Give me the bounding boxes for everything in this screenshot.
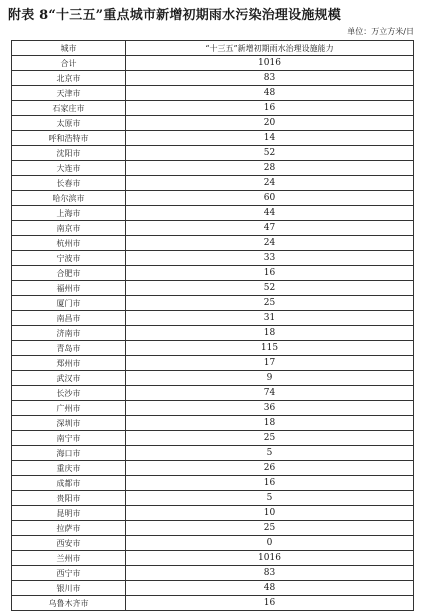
city-cell: 南京市 <box>12 221 126 236</box>
table-row <box>12 236 414 251</box>
city-cell: 长春市 <box>12 176 126 191</box>
city-cell: 天津市 <box>12 86 126 101</box>
capacity-cell: 5 <box>126 491 414 506</box>
city-cell: 宁波市 <box>12 251 126 266</box>
table-row <box>12 341 414 356</box>
city-cell: 郑州市 <box>12 356 126 371</box>
header-capacity: “十三五”新增初期雨水治理设施能力 <box>126 41 414 56</box>
city-cell: 大连市 <box>12 161 126 176</box>
city-cell: 南昌市 <box>12 311 126 326</box>
table-row <box>12 56 414 71</box>
header-city: 城市 <box>12 41 126 56</box>
table-row <box>12 176 414 191</box>
table-row <box>12 71 414 86</box>
city-cell: 重庆市 <box>12 461 126 476</box>
city-cell: 武汉市 <box>12 371 126 386</box>
capacity-cell: 18 <box>126 416 414 431</box>
city-cell: 济南市 <box>12 326 126 341</box>
city-cell: 广州市 <box>12 401 126 416</box>
city-cell: 南宁市 <box>12 431 126 446</box>
table-row <box>12 221 414 236</box>
capacity-cell: 10 <box>126 506 414 521</box>
table-row <box>12 581 414 596</box>
table-row <box>12 206 414 221</box>
city-cell: 深圳市 <box>12 416 126 431</box>
capacity-cell: 25 <box>126 431 414 446</box>
capacity-cell: 24 <box>126 236 414 251</box>
city-cell: 合计 <box>12 56 126 71</box>
table-row <box>12 86 414 101</box>
table-row <box>12 311 414 326</box>
city-cell: 石家庄市 <box>12 101 126 116</box>
city-cell: 北京市 <box>12 71 126 86</box>
capacity-cell: 24 <box>126 176 414 191</box>
capacity-cell: 16 <box>126 101 414 116</box>
capacity-cell: 83 <box>126 566 414 581</box>
capacity-cell: 60 <box>126 191 414 206</box>
table-row <box>12 116 414 131</box>
table-row <box>12 596 414 611</box>
table-row <box>12 326 414 341</box>
city-cell: 合肥市 <box>12 266 126 281</box>
table-row <box>12 146 414 161</box>
city-cell: 兰州市 <box>12 551 126 566</box>
table-row <box>12 356 414 371</box>
capacity-cell: 33 <box>126 251 414 266</box>
table-row <box>12 566 414 581</box>
table-row <box>12 101 414 116</box>
city-cell: 杭州市 <box>12 236 126 251</box>
capacity-cell: 52 <box>126 146 414 161</box>
capacity-cell: 16 <box>126 266 414 281</box>
city-cell: 福州市 <box>12 281 126 296</box>
capacity-cell: 1016 <box>126 56 414 71</box>
page-title: 附表 8“十三五”重点城市新增初期雨水污染治理设施规模 <box>8 8 341 23</box>
table-header-row <box>12 41 414 56</box>
table-row <box>12 296 414 311</box>
capacity-cell: 28 <box>126 161 414 176</box>
table-row <box>12 371 414 386</box>
capacity-cell: 5 <box>126 446 414 461</box>
capacity-cell: 9 <box>126 371 414 386</box>
city-cell: 银川市 <box>12 581 126 596</box>
city-cell: 昆明市 <box>12 506 126 521</box>
capacity-cell: 47 <box>126 221 414 236</box>
capacity-cell: 83 <box>126 71 414 86</box>
capacity-cell: 44 <box>126 206 414 221</box>
table-row <box>12 476 414 491</box>
table-row <box>12 416 414 431</box>
table-row <box>12 161 414 176</box>
city-cell: 太原市 <box>12 116 126 131</box>
table-row <box>12 281 414 296</box>
capacity-cell: 0 <box>126 536 414 551</box>
table-row <box>12 431 414 446</box>
capacity-cell: 14 <box>126 131 414 146</box>
capacity-cell: 115 <box>126 341 414 356</box>
capacity-cell: 16 <box>126 596 414 611</box>
city-cell: 贵阳市 <box>12 491 126 506</box>
table-row <box>12 551 414 566</box>
table-row <box>12 491 414 506</box>
table-row <box>12 461 414 476</box>
capacity-cell: 17 <box>126 356 414 371</box>
capacity-cell: 18 <box>126 326 414 341</box>
city-cell: 青岛市 <box>12 341 126 356</box>
city-cell: 沈阳市 <box>12 146 126 161</box>
table-row <box>12 536 414 551</box>
city-cell: 拉萨市 <box>12 521 126 536</box>
capacity-cell: 52 <box>126 281 414 296</box>
capacity-cell: 48 <box>126 86 414 101</box>
city-cell: 厦门市 <box>12 296 126 311</box>
unit-label: 单位：万立方米/日 <box>347 27 414 36</box>
city-cell: 西宁市 <box>12 566 126 581</box>
capacity-cell: 1016 <box>126 551 414 566</box>
capacity-cell: 20 <box>126 116 414 131</box>
capacity-cell: 25 <box>126 521 414 536</box>
city-cell: 长沙市 <box>12 386 126 401</box>
city-cell: 西安市 <box>12 536 126 551</box>
table-row <box>12 266 414 281</box>
table-row <box>12 251 414 266</box>
table-row <box>12 401 414 416</box>
city-cell: 海口市 <box>12 446 126 461</box>
city-cell: 上海市 <box>12 206 126 221</box>
table-row <box>12 386 414 401</box>
city-cell: 成都市 <box>12 476 126 491</box>
city-cell: 呼和浩特市 <box>12 131 126 146</box>
city-cell: 乌鲁木齐市 <box>12 596 126 611</box>
capacity-cell: 31 <box>126 311 414 326</box>
capacity-cell: 16 <box>126 476 414 491</box>
capacity-cell: 26 <box>126 461 414 476</box>
table-row <box>12 131 414 146</box>
table-row <box>12 191 414 206</box>
table-row <box>12 446 414 461</box>
city-cell: 哈尔滨市 <box>12 191 126 206</box>
table-row <box>12 521 414 536</box>
table-row <box>12 506 414 521</box>
capacity-cell: 36 <box>126 401 414 416</box>
capacity-cell: 48 <box>126 581 414 596</box>
facility-table <box>11 40 414 611</box>
capacity-cell: 25 <box>126 296 414 311</box>
capacity-cell: 74 <box>126 386 414 401</box>
